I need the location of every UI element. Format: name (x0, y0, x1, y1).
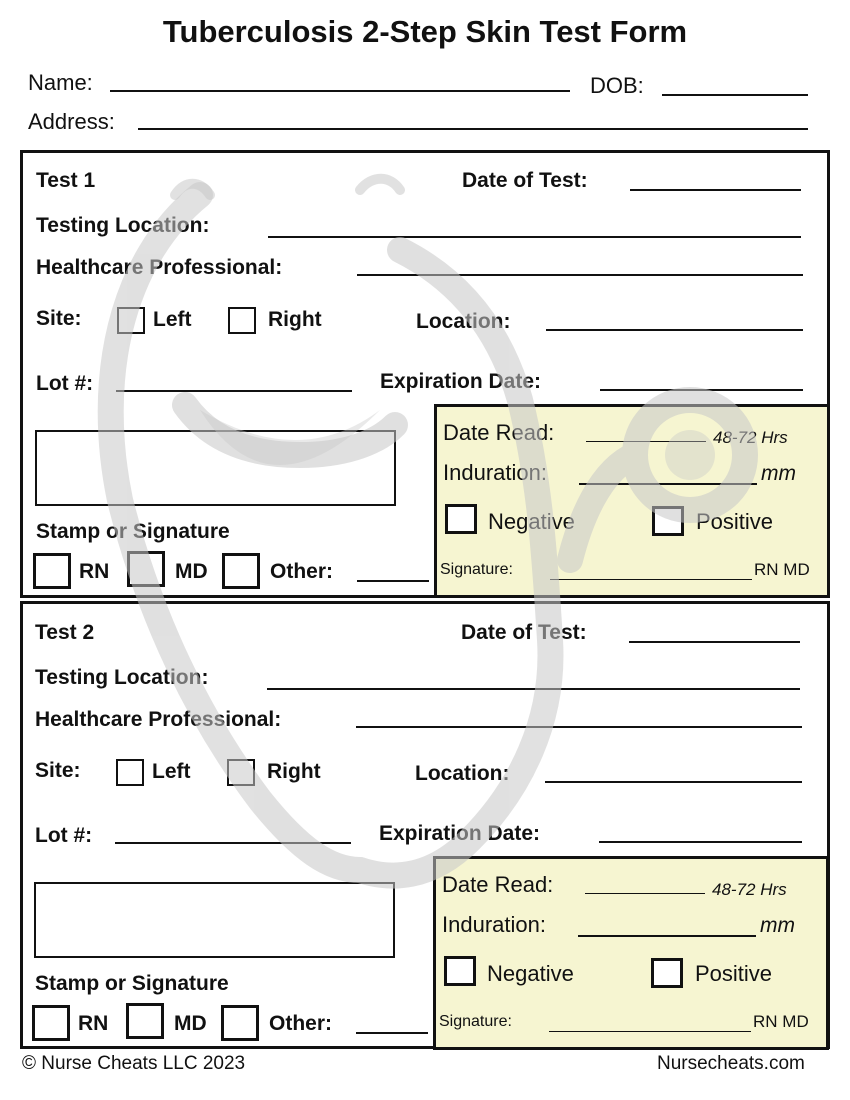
test-2-induration-label: Induration: (442, 912, 546, 937)
test-1-md-checkbox[interactable] (127, 551, 165, 587)
test-1-professional-label: Healthcare Professional: (36, 256, 283, 279)
test-2-md-checkbox[interactable] (126, 1003, 164, 1039)
test-1-credential-label: RN MD (754, 560, 810, 579)
test-1-location-label: Testing Location: (36, 214, 210, 237)
test-1-date-read-label: Date Read: (443, 420, 555, 445)
test-2-date-read-field[interactable] (585, 893, 705, 894)
test-1-date-read-field[interactable] (586, 441, 706, 442)
test-2-positive-checkbox[interactable] (651, 958, 683, 988)
test-1-induration-label: Induration: (443, 460, 547, 485)
test-2-date-label: Date of Test: (461, 621, 587, 644)
test-1-positive-checkbox[interactable] (652, 506, 684, 536)
test-2-other-checkbox[interactable] (221, 1005, 259, 1041)
dob-field[interactable] (662, 94, 808, 96)
copyright-text: © Nurse Cheats LLC 2023 (22, 1053, 246, 1074)
test-1-rn-checkbox[interactable] (33, 553, 71, 589)
test-1-positive-label: Positive (696, 509, 774, 534)
test-2-heading: Test 2 (35, 621, 95, 644)
test-2-lot-field[interactable] (115, 842, 351, 844)
test-1-expiration-label: Expiration Date: (380, 370, 542, 393)
website-link[interactable]: Nursecheats.com (657, 1053, 805, 1074)
test-1-right-checkbox[interactable] (228, 307, 256, 334)
test-1-lot-field[interactable] (116, 390, 352, 392)
test-1-signature-label: Signature: (440, 561, 513, 578)
name-label: Name: (28, 70, 93, 95)
test-1-left-checkbox[interactable] (117, 307, 145, 334)
test-1-location-field[interactable] (268, 236, 801, 238)
test-2-site-label: Site: (35, 759, 81, 782)
test-1-induration-field[interactable] (579, 483, 757, 485)
form-title: Tuberculosis 2-Step Skin Test Form (162, 14, 688, 49)
test-2-right-checkbox[interactable] (227, 759, 255, 786)
test-2-location-label: Testing Location: (35, 666, 209, 689)
test-2-signature-field[interactable] (549, 1031, 751, 1032)
test-2-expiration-label: Expiration Date: (379, 822, 541, 845)
test-1-lot-label: Lot #: (36, 372, 94, 395)
test-2-professional-field[interactable] (356, 726, 802, 728)
test-2-positive-label: Positive (695, 961, 773, 986)
test-2-other-field[interactable] (356, 1032, 428, 1034)
test-2-negative-label: Negative (487, 961, 574, 986)
name-field[interactable] (110, 90, 570, 92)
test-1-right-label: Right (268, 308, 322, 331)
test-1-stamp-label: Stamp or Signature (36, 520, 230, 543)
address-label: Address: (28, 109, 115, 134)
test-2-credential-label: RN MD (753, 1012, 809, 1031)
test-2-location-field[interactable] (267, 688, 800, 690)
test-1-md-label: MD (175, 560, 208, 583)
test-1-expiration-field[interactable] (600, 389, 803, 391)
test-2-hours-note: 48-72 Hrs (712, 880, 787, 899)
test-1-other-checkbox[interactable] (222, 553, 260, 589)
test-1-left-label: Left (153, 308, 192, 331)
test-1-negative-checkbox[interactable] (445, 504, 477, 534)
test-2-md-label: MD (174, 1012, 207, 1035)
test-1-site-label: Site: (36, 307, 82, 330)
test-2-left-label: Left (152, 760, 191, 783)
test-2-other-label: Other: (269, 1012, 332, 1035)
test-2-date-read-label: Date Read: (442, 872, 554, 897)
test-1-rn-label: RN (79, 560, 110, 583)
test-2-expiration-field[interactable] (599, 841, 802, 843)
test-2-professional-label: Healthcare Professional: (35, 708, 282, 731)
test-1-date-field[interactable] (630, 189, 801, 191)
test-2-rn-checkbox[interactable] (32, 1005, 70, 1041)
test-2-right-label: Right (267, 760, 321, 783)
test-2-induration-field[interactable] (578, 935, 756, 937)
test-2-signature-label: Signature: (439, 1013, 512, 1030)
test-2-date-field[interactable] (629, 641, 800, 643)
test-1-other-field[interactable] (357, 580, 429, 582)
dob-label: DOB: (590, 73, 644, 98)
test-2-stamp-label: Stamp or Signature (35, 972, 229, 995)
address-field[interactable] (138, 128, 808, 130)
test-1-negative-label: Negative (488, 509, 575, 534)
test-1-heading: Test 1 (36, 169, 96, 192)
test-1-hours-note: 48-72 Hrs (713, 428, 788, 447)
test-1-unit: mm (761, 462, 796, 485)
test-2-site-location-field[interactable] (545, 781, 802, 783)
test-1-signature-field[interactable] (550, 579, 752, 580)
test-1-site-location-field[interactable] (546, 329, 803, 331)
test-2-lot-label: Lot #: (35, 824, 93, 847)
test-2-left-checkbox[interactable] (116, 759, 144, 786)
test-2-unit: mm (760, 914, 795, 937)
test-1-stamp-box[interactable] (35, 430, 396, 506)
test-2-negative-checkbox[interactable] (444, 956, 476, 986)
test-1-site-location-label: Location: (416, 310, 511, 333)
test-1-other-label: Other: (270, 560, 333, 583)
test-2-stamp-box[interactable] (34, 882, 395, 958)
test-2-rn-label: RN (78, 1012, 109, 1035)
test-1-professional-field[interactable] (357, 274, 803, 276)
test-1-date-label: Date of Test: (462, 169, 588, 192)
test-2-site-location-label: Location: (415, 762, 510, 785)
